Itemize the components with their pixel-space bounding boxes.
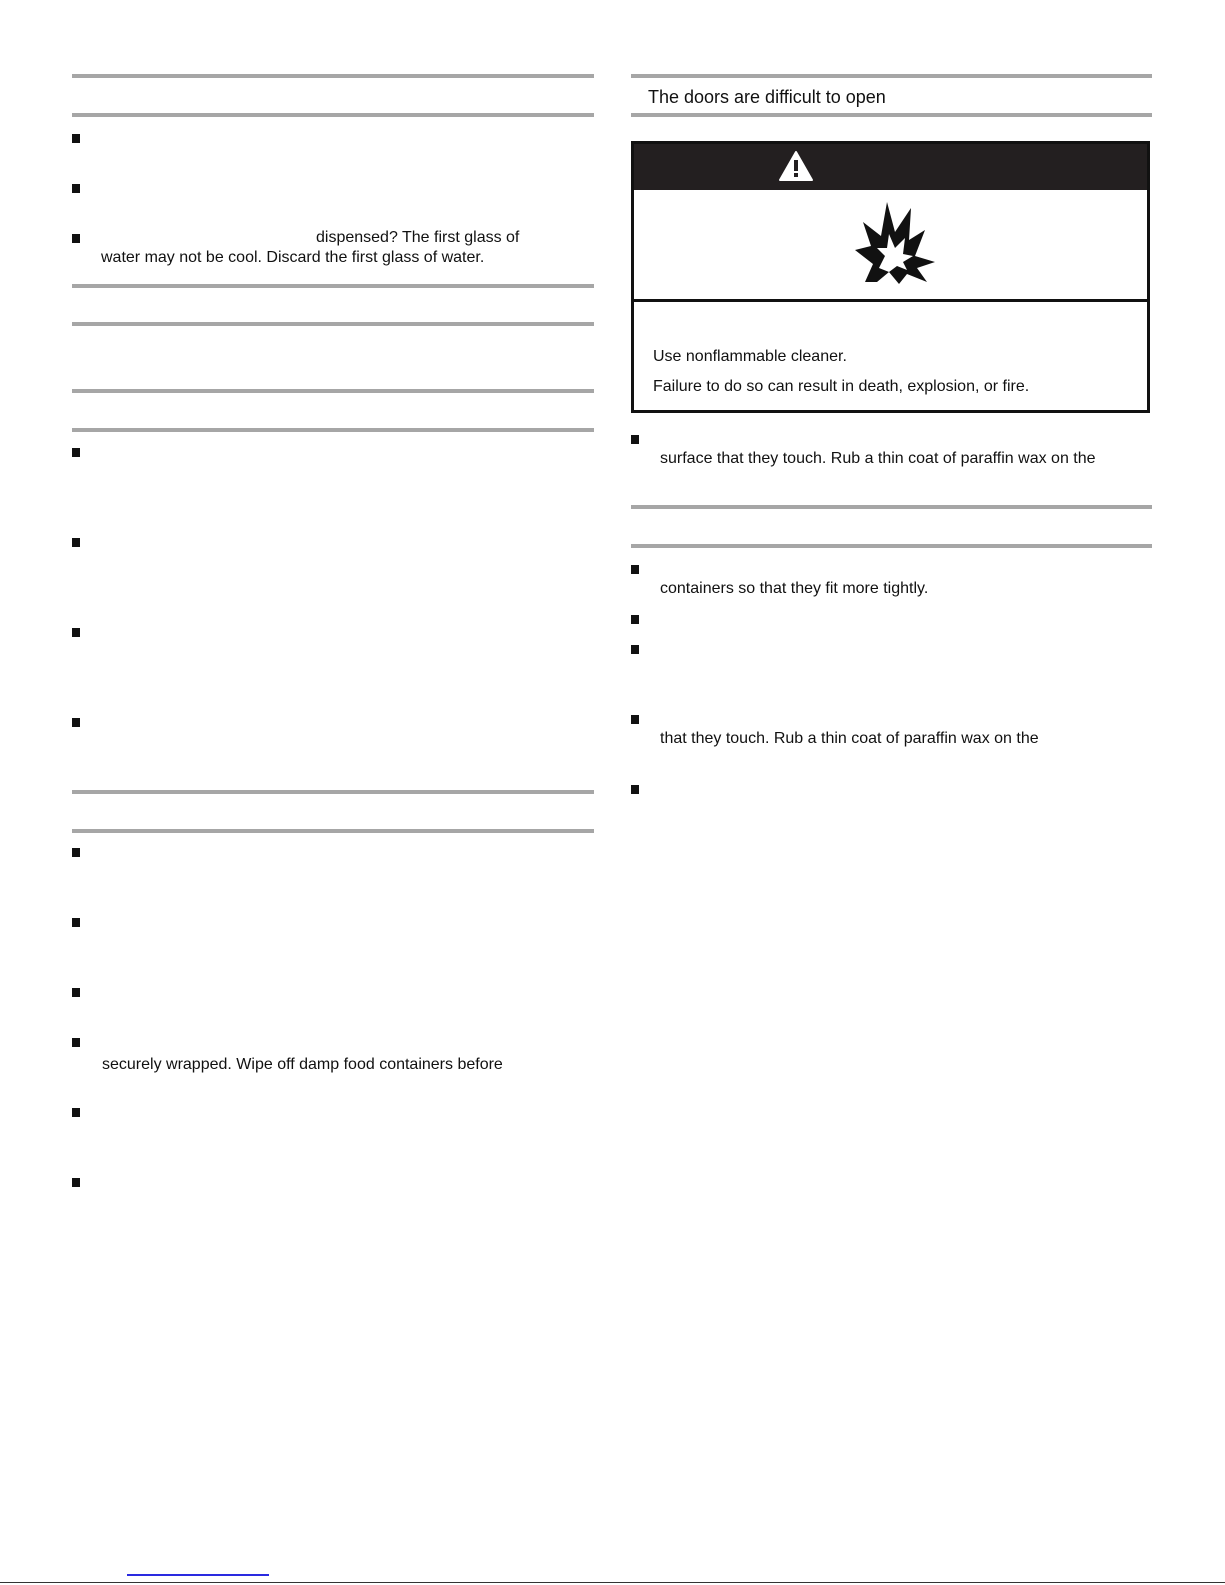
bullet-marker: [72, 628, 80, 637]
bullet-marker: [631, 565, 639, 574]
warning-header-bar: [634, 144, 1147, 190]
warning-triangle-icon: [778, 150, 814, 182]
bullet-marker: [72, 448, 80, 457]
bullet-marker: [631, 785, 639, 794]
bullet-marker: [72, 1108, 80, 1117]
bullet-marker: [631, 645, 639, 654]
section-rule-top: [631, 74, 1152, 78]
footer-rule: [0, 1582, 1225, 1583]
bullet-marker: [72, 848, 80, 857]
food-item4-continuation: securely wrapped. Wipe off damp food containers before: [102, 1056, 503, 1073]
section-rule: [631, 544, 1152, 548]
drawers-item4-continuation: that they touch. Rub a thin coat of paraffin wax on the: [660, 730, 1039, 747]
section-rule: [72, 113, 594, 117]
section-rule: [72, 790, 594, 794]
section-rule: [72, 389, 594, 393]
section-rule: [631, 505, 1152, 509]
bullet-marker: [72, 1178, 80, 1187]
warning-box: [631, 141, 1150, 413]
doors-heading: The doors are difficult to open: [648, 87, 886, 107]
bullet-marker: [72, 918, 80, 927]
bullet-marker: [72, 538, 80, 547]
section-rule: [72, 428, 594, 432]
doors-item1-continuation: surface that they touch. Rub a thin coat of paraffin wax on the: [660, 450, 1096, 467]
bullet-marker: [72, 988, 80, 997]
drawers-item1-continuation: containers so that they fit more tightly.: [660, 580, 929, 597]
warning-line-2: Failure to do so can result in death, explosion, or fire.: [653, 378, 1030, 395]
section-rule: [72, 829, 594, 833]
bullet-marker: [631, 435, 639, 444]
section-rule: [72, 284, 594, 288]
section-rule: [631, 113, 1152, 117]
explosion-hazard-icon: [855, 202, 935, 284]
bullet-marker: [72, 134, 80, 143]
bullet-marker: [72, 1038, 80, 1047]
footer-link-underline[interactable]: [127, 1574, 269, 1576]
section-rule: [72, 322, 594, 326]
water-item3-continuation: water may not be cool. Discard the first glass of water.: [101, 249, 485, 266]
warning-divider: [634, 299, 1147, 302]
water-item3-text: dispensed? The first glass of: [316, 229, 520, 246]
bullet-marker: [72, 184, 80, 193]
warning-line-1: Use nonflammable cleaner.: [653, 348, 847, 365]
bullet-marker: [72, 718, 80, 727]
bullet-marker: [631, 615, 639, 624]
bullet-marker: [631, 715, 639, 724]
section-rule-top: [72, 74, 594, 78]
bullet-marker: [72, 234, 80, 243]
